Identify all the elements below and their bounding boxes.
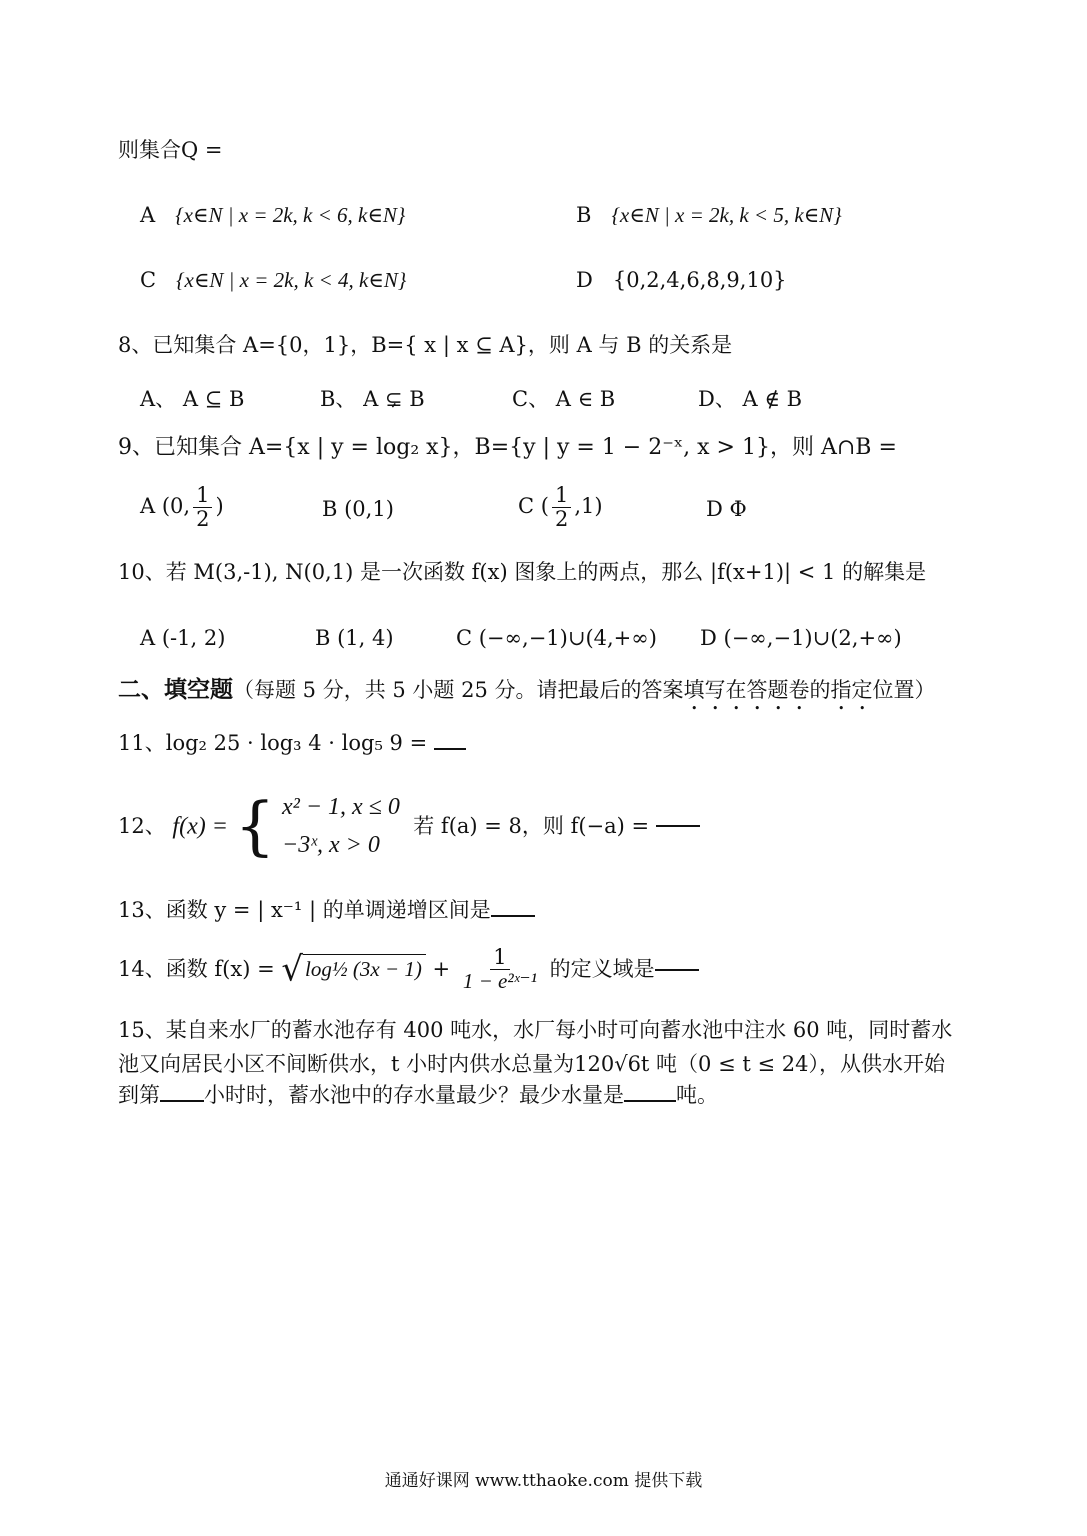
q14-sqrt-sign: √ xyxy=(281,949,304,990)
q10-option-a: A (-1, 2) xyxy=(140,626,226,650)
q10-option-b: B (1, 4) xyxy=(315,626,394,650)
q9-option-b: B (0,1) xyxy=(322,497,394,521)
section2-heading xyxy=(118,678,936,715)
q15-answer-blank-hour[interactable] xyxy=(160,1100,204,1102)
q8-option-a: A、 A ⊆ B xyxy=(140,387,245,411)
section2-note-pre: （每题 5 分，共 5 小题 25 分。请把最后的答案 xyxy=(233,678,684,702)
q13: 13、函数 y = | x⁻¹ | 的单调递增区间是 xyxy=(118,900,535,921)
q9-stem: 9、已知集合 A={x | y = log₂ x}，B={y | y = 1 − 2⁻ˣ, x > 1}，则 A∩B = xyxy=(118,435,897,460)
section2-title: 二、填空题 xyxy=(118,676,233,703)
footer-source: 通通好课网 www.tthaoke.com 提供下载 xyxy=(384,1471,703,1491)
q8-option-d: D、 A ∉ B xyxy=(698,387,803,411)
q11: 11、log₂ 25 · log₃ 4 · log₅ 9 = xyxy=(118,733,466,754)
section2-note-post: 位置） xyxy=(872,678,936,702)
q11-answer-blank[interactable] xyxy=(434,748,466,750)
section2-note-emph1: 填写在答题卷 xyxy=(683,678,810,702)
q9-option-d: D Φ xyxy=(706,497,747,521)
q8-stem: 8、已知集合 A={0，1}，B={ x | x ⊆ A}，则 A 与 B 的关系是 xyxy=(118,333,733,357)
q15-line1: 15、某自来水厂的蓄水池存有 400 吨水，水厂每小时可向蓄水池中注水 60 吨，同时蓄水 xyxy=(118,1018,953,1042)
q15-answer-blank-amount[interactable] xyxy=(624,1100,676,1102)
q9-option-a: A (0, $\frac{1}{2}$ ) xyxy=(140,483,224,532)
q8-option-c: C、 A ∈ B xyxy=(512,387,616,411)
q12-cases: x² − 1, x ≤ 0 −3ˣ, x > 0 xyxy=(282,794,400,859)
q12-brace: { xyxy=(234,789,276,864)
q7-intro: 则集合Q = xyxy=(118,138,223,162)
q15-line2: 池又向居民小区不间断供水，t 小时内供水总量为120√6t 吨（0 ≤ t ≤ 24），从供水开始 xyxy=(118,1052,945,1076)
q10-stem: 10、若 M(3,-1), N(0,1) 是一次函数 f(x) 图象上的两点，那么 |f(x+1)| < 1 的解集是 xyxy=(118,560,927,584)
q7-option-a: A {x∈N | x = 2k, k < 6, k∈N} xyxy=(140,203,406,227)
q10-option-c: C (−∞,−1)∪(4,+∞) xyxy=(456,626,657,650)
q7-option-c: C {x∈N | x = 2k, k < 4, k∈N} xyxy=(140,268,407,292)
q9-option-c: C ( $\frac{1}{2}$ ,1) xyxy=(518,483,603,532)
q14-answer-blank[interactable] xyxy=(655,969,699,971)
q8-option-b: B、 A ⊊ B xyxy=(320,387,425,411)
q15-line3: 到第 小时时，蓄水池中的存水量最少？最少水量是 吨。 xyxy=(118,1083,718,1107)
q7-option-b: B {x∈N | x = 2k, k < 5, k∈N} xyxy=(576,203,842,227)
section2-note-mid: 的 xyxy=(809,678,831,702)
q12-answer-blank[interactable] xyxy=(656,825,700,827)
q13-answer-blank[interactable] xyxy=(491,915,535,917)
q14: 14、函数 f(x) = √log½ (3x − 1) + $\frac{1}{\text{1 − e²ˣ⁻¹}}$ 的定义域是 xyxy=(118,946,699,993)
q12: 12、 f(x) = { x² − 1, x ≤ 0 −3ˣ, x > 0 若 f(a) = 8，则 f(−a) = xyxy=(118,788,700,865)
q7-option-d: D {0,2,4,6,8,9,10} xyxy=(576,268,787,292)
q10-option-d: D (−∞,−1)∪(2,+∞) xyxy=(700,626,902,650)
section2-note-emph2: 指定 xyxy=(830,678,873,702)
